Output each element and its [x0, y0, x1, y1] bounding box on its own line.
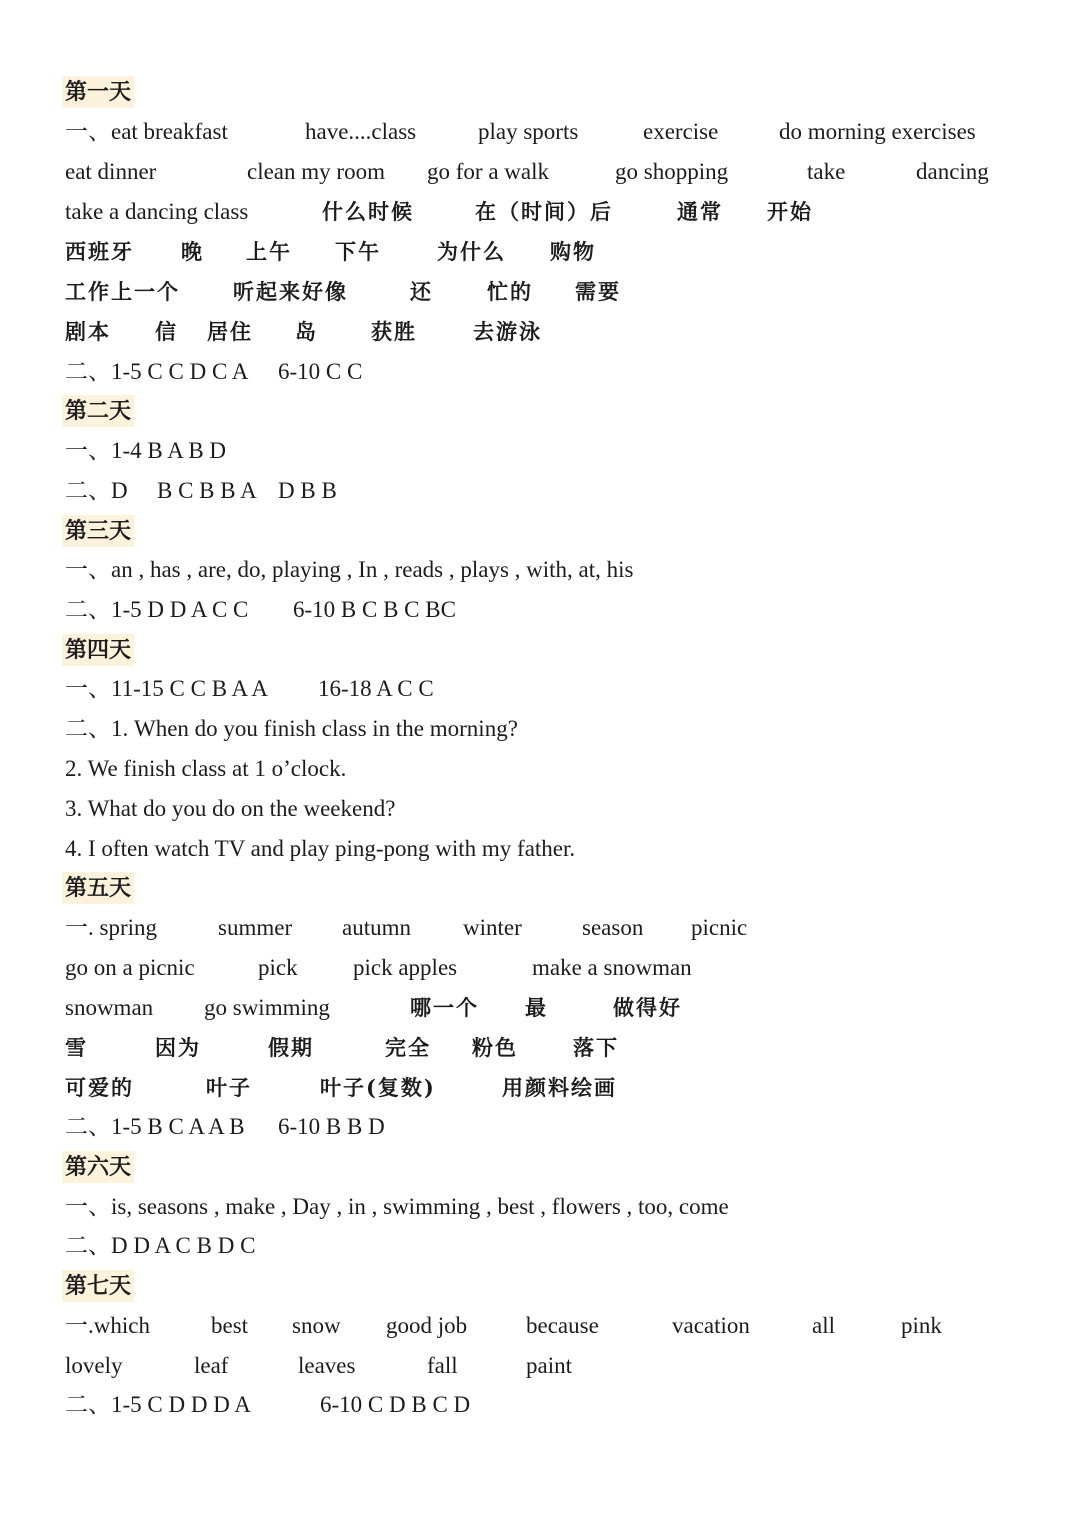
day-3-line-1: 一、an , has , are, do, playing , In , reads , plays , with, at, his: [65, 557, 634, 582]
word: 可爱的: [65, 1075, 134, 1100]
word: 完全: [385, 1035, 431, 1060]
word: 居住: [207, 319, 253, 344]
day-7-heading: 第七天: [62, 1270, 134, 1302]
word: 工作上一个: [65, 279, 180, 304]
word: B C B B A: [157, 478, 257, 503]
word: 忙的: [487, 279, 533, 304]
word: 一. spring: [65, 915, 157, 940]
word: go for a walk: [427, 159, 549, 184]
word: 为什么: [437, 239, 506, 264]
word: play sports: [478, 119, 579, 144]
word: 需要: [575, 279, 621, 304]
word: 最: [525, 995, 548, 1020]
word: 下午: [335, 239, 381, 264]
word: 晚: [181, 239, 204, 264]
day-2-line-1: 一、1-4 B A B D: [65, 438, 227, 463]
day-5-heading: 第五天: [62, 872, 134, 904]
word: 一、eat breakfast: [65, 119, 228, 144]
word: 16-18 A C C: [318, 676, 434, 701]
word: pick: [258, 955, 298, 980]
word: good job: [386, 1313, 468, 1338]
word: go swimming: [204, 995, 330, 1020]
word: exercise: [643, 119, 719, 144]
word: leaves: [298, 1353, 356, 1378]
word: picnic: [691, 915, 748, 940]
word: take: [807, 159, 846, 184]
word: make a snowman: [532, 955, 692, 980]
word: pick apples: [353, 955, 458, 980]
word: winter: [463, 915, 522, 940]
day-4-line-3: 2. We finish class at 1 o’clock.: [65, 756, 347, 781]
word: 二、1-5 B C A A B: [65, 1114, 245, 1139]
day-2-heading: 第二天: [62, 395, 134, 427]
word: 因为: [155, 1035, 201, 1060]
day-1-heading: 第一天: [62, 76, 134, 108]
word: 用颜料绘画: [502, 1075, 617, 1100]
day-4-line-5: 4. I often watch TV and play ping-pong with my father.: [65, 836, 576, 861]
word: 叶子: [206, 1075, 252, 1100]
word: 通常: [677, 199, 723, 224]
word: 叶子(复数): [320, 1075, 436, 1100]
word: 什么时候: [322, 199, 414, 224]
word: 一.which: [65, 1313, 150, 1338]
day-6-heading: 第六天: [62, 1151, 134, 1183]
day-6-line-2: 二、D D A C B D C: [65, 1233, 256, 1258]
day-4-line-4: 3. What do you do on the weekend?: [65, 796, 396, 821]
word: 开始: [767, 199, 813, 224]
word: 粉色: [472, 1035, 518, 1060]
word: paint: [526, 1353, 572, 1378]
word: 做得好: [613, 995, 682, 1020]
word: clean my room: [247, 159, 385, 184]
word: 二、D: [65, 478, 128, 503]
word: 岛: [295, 319, 318, 344]
word: D B B: [278, 478, 337, 503]
day-4-heading: 第四天: [62, 634, 134, 666]
word: 一、11-15 C C B A A: [65, 676, 268, 701]
word: summer: [218, 915, 293, 940]
word: pink: [901, 1313, 942, 1338]
day-4-line-2: 二、1. When do you finish class in the morning?: [65, 716, 518, 741]
word: 去游泳: [473, 319, 542, 344]
word: vacation: [672, 1313, 750, 1338]
word: eat dinner: [65, 159, 157, 184]
word: lovely: [65, 1353, 123, 1378]
word: have....class: [305, 119, 417, 144]
word: 西班牙: [65, 239, 134, 264]
word: best: [211, 1313, 249, 1338]
word: 信: [155, 319, 178, 344]
word: 雪: [65, 1035, 88, 1060]
word: 二、1-5 C C D C A: [65, 359, 249, 384]
word: 6-10 B B D: [278, 1114, 385, 1139]
word: leaf: [194, 1353, 229, 1378]
word: snowman: [65, 995, 154, 1020]
word: 购物: [550, 239, 596, 264]
word: dancing: [916, 159, 989, 184]
word: fall: [427, 1353, 458, 1378]
word: 上午: [246, 239, 292, 264]
word: 二、1-5 D D A C C: [65, 597, 249, 622]
word: 哪一个: [410, 995, 479, 1020]
word: 6-10 B C B C BC: [293, 597, 456, 622]
word: go on a picnic: [65, 955, 195, 980]
word: 还: [410, 279, 433, 304]
word: because: [526, 1313, 599, 1338]
word: autumn: [342, 915, 411, 940]
word: 落下: [573, 1035, 619, 1060]
word: 假期: [268, 1035, 314, 1060]
word: 听起来好像: [233, 279, 348, 304]
word: snow: [292, 1313, 341, 1338]
word: 在（时间）后: [475, 199, 613, 224]
word: 剧本: [65, 319, 111, 344]
word: go shopping: [615, 159, 729, 184]
day-3-heading: 第三天: [62, 515, 134, 547]
day-6-line-1: 一、is, seasons , make , Day , in , swimming , best , flowers , too, come: [65, 1194, 729, 1219]
word: take a dancing class: [65, 199, 249, 224]
word: 6-10 C C: [278, 359, 363, 384]
word: 获胜: [371, 319, 417, 344]
word: 6-10 C D B C D: [320, 1392, 471, 1417]
word: do morning exercises: [779, 119, 976, 144]
word: season: [582, 915, 644, 940]
word: 二、1-5 C D D D A: [65, 1392, 251, 1417]
word: all: [812, 1313, 835, 1338]
